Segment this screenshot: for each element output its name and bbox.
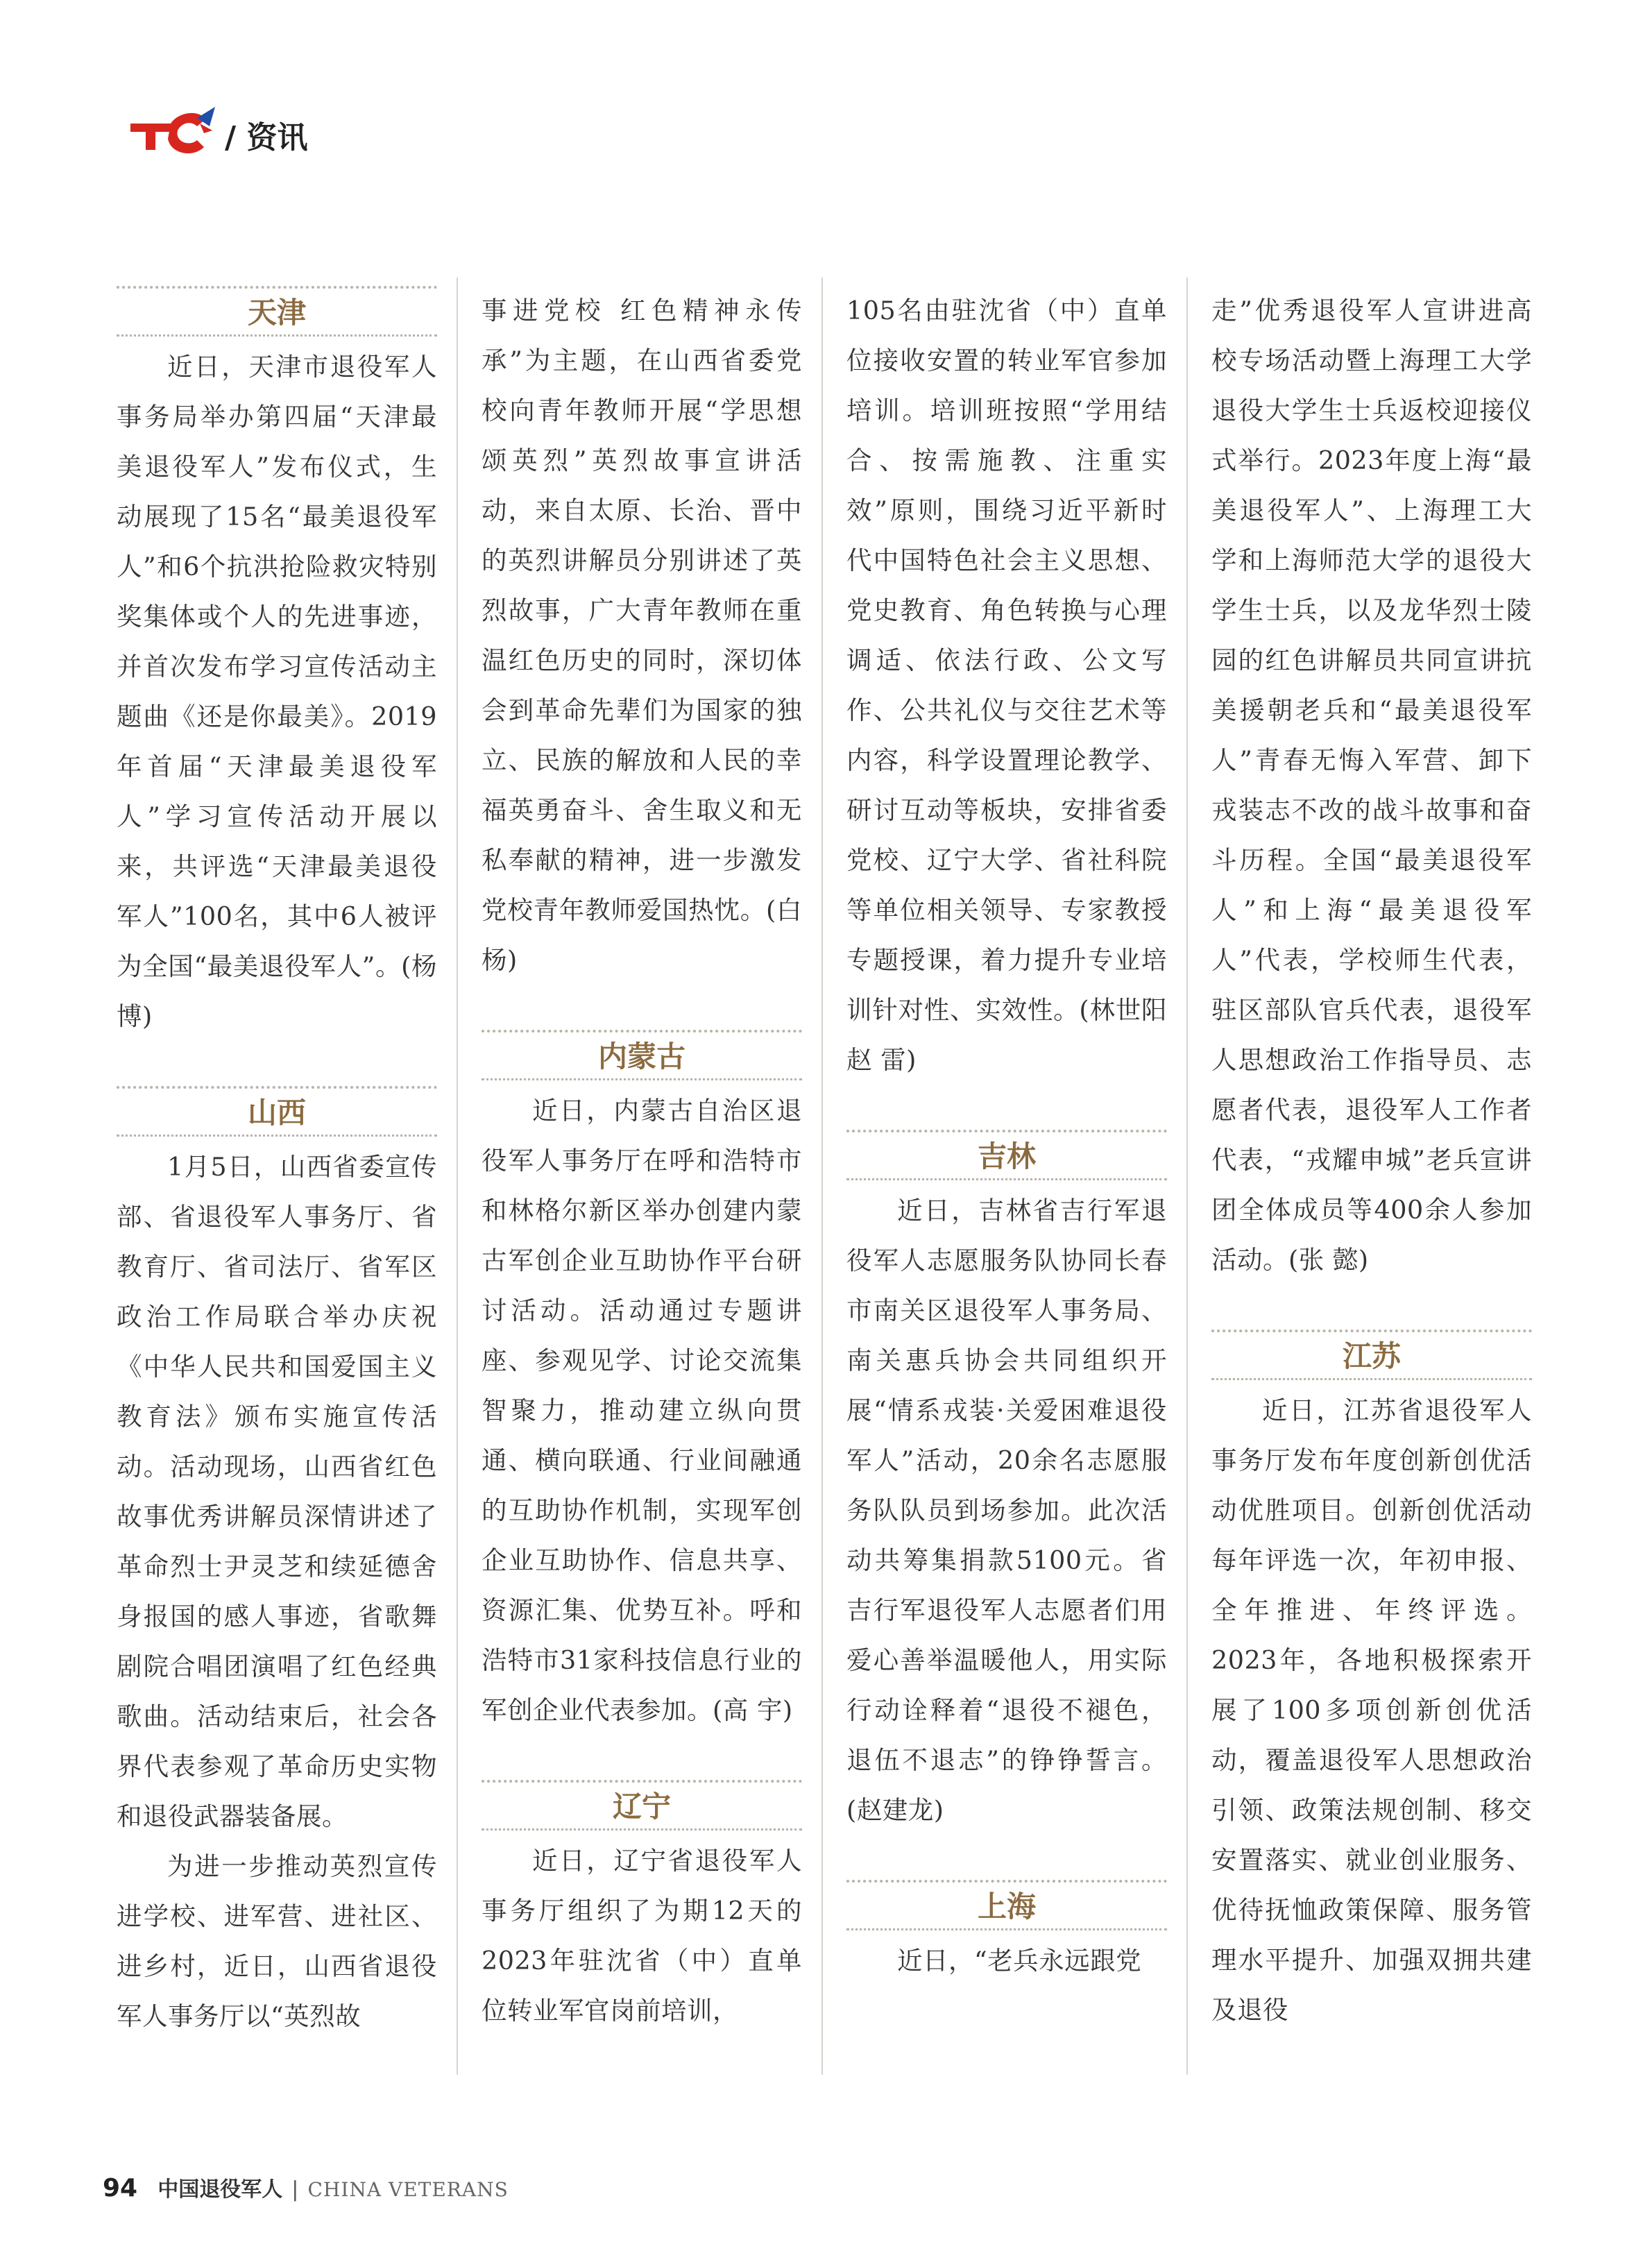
article-paragraph: 近日，江苏省退役军人事务厅发布年度创新创优活动优胜项目。创新创优活动每年评选一次，年初申报、全年推进、年终评选。2023年，各地积极探索开展了100多项创新创优活动，覆盖退役军人思想政治引领、政策法规创制、移交安置落实、就业创业服务、优待抚恤政策保障、服务管理水平提升、加强双拥共建及退役 bbox=[1211, 1395, 1532, 2025]
region-title-neimenggu: 内蒙古 bbox=[482, 1030, 802, 1080]
magazine-logo-icon bbox=[128, 103, 218, 158]
article-paragraph: 近日，吉林省吉行军退役军人志愿服务队协同长春市南关区退役军人事务局、南关惠兵协会共同组织开展“情系戎装·关爱困难退役军人”活动，20余名志愿服务队队员到场参加。此次活动共筹集捐款5100元。省吉行军退役军人志愿者们用爱心善举温暖他人，用实际行动诠释着“退役不褪色，退伍不退志”的铮铮誓言。(赵建龙) bbox=[846, 1196, 1167, 1825]
article-paragraph: 近日，“老兵永远跟党 bbox=[897, 1946, 1142, 1976]
article-paragraph-continued: 走”优秀退役军人宣讲进高校专场活动暨上海理工大学退役大学生士兵返校迎接仪式举行。2023年度上海“最美退役军人”、上海理工大学和上海师范大学的退役大学生士兵，以及龙华烈士陵园的红色讲解员共同宣讲抗美援朝老兵和“最美退役军人”青春无悔入军营、卸下戎装志不改的战斗故事和奋斗历程。全国“最美退役军人”和上海“最美退役军人”代表，学校师生代表，驻区部队官兵代表，退役军人思想政治工作指导员、志愿者代表，退役军人工作者代表，“戎耀申城”老兵宣讲团全体成员等400余人参加活动。(张 懿) bbox=[1211, 296, 1532, 1275]
article-paragraph-continued: 事进党校 红色精神永传承”为主题，在山西省委党校向青年教师开展“学思想 颂英烈”英烈故事宣讲活动，来自太原、长治、晋中的英烈讲解员分别讲述了英烈故事，广大青年教师在重温红色历史的同时，深切体会到革命先辈们为国家的独立、民族的解放和人民的幸福英勇奋斗、舍生取义和无私奉献的精神，进一步激发党校青年教师爱国热忱。(白 杨) bbox=[482, 296, 802, 975]
article-paragraph: 近日，辽宁省退役军人事务厅组织了为期12天的2023年驻沈省（中）直单位转业军官岗前培训， bbox=[482, 1846, 802, 2026]
column-divider bbox=[457, 278, 458, 2075]
article-column-3 bbox=[846, 286, 1167, 2076]
magazine-name: 中国退役军人 bbox=[157, 2177, 283, 2202]
article-paragraph: 为进一步推动英烈宣传进学校、进军营、进社区、进乡村，近日，山西省退役军人事务厅以“英烈故 bbox=[117, 1851, 437, 2031]
magazine-name-english: CHINA VETERANS bbox=[307, 2178, 509, 2201]
article-column-2 bbox=[482, 286, 802, 2076]
article-paragraph: 近日，天津市退役军人事务局举办第四届“天津最美退役军人”发布仪式，生动展现了15名“最美退役军人”和6个抗洪抢险救灾特别奖集体或个人的先进事迹，并首次发布学习宣传活动主题曲《还是你最美》。2019年首届“天津最美退役军人”学习宣传活动开展以来，共评选“天津最美退役军人”100名，其中6人被评为全国“最美退役军人”。(杨 博) bbox=[117, 352, 437, 1031]
article-paragraph: 1月5日，山西省委宣传部、省退役军人事务厅、省教育厅、省司法厅、省军区政治工作局联合举办庆祝《中华人民共和国爱国主义教育法》颁布实施宣传活动。活动现场，山西省红色故事优秀讲解员深情讲述了革命烈士尹灵芝和续延德舍身报国的感人事迹，省歌舞剧院合唱团演唱了红色经典歌曲。活动结束后，社会各界代表参观了革命历史实物和退役武器装备展。 bbox=[117, 1152, 437, 1831]
region-title-jiangsu: 江苏 bbox=[1211, 1330, 1532, 1380]
region-title-liaoning: 辽宁 bbox=[482, 1780, 802, 1831]
column-divider bbox=[1186, 278, 1188, 2075]
article-column-1 bbox=[117, 286, 437, 2076]
region-title-tianjin: 天津 bbox=[117, 286, 437, 337]
page-number: 94 bbox=[103, 2174, 138, 2202]
region-title-shanxi: 山西 bbox=[117, 1086, 437, 1137]
footer-divider: | bbox=[291, 2177, 299, 2202]
section-label: / 资讯 bbox=[225, 120, 308, 155]
article-column-4 bbox=[1211, 286, 1532, 2076]
column-divider bbox=[821, 278, 823, 2075]
region-title-shanghai: 上海 bbox=[846, 1880, 1167, 1930]
article-paragraph: 近日，内蒙古自治区退役军人事务厅在呼和浩特市和林格尔新区举办创建内蒙古军创企业互助协作平台研讨活动。活动通过专题讲座、参观见学、讨论交流集智聚力，推动建立纵向贯通、横向联通、行业间融通的互助协作机制，实现军创企业互助协作、信息共享、资源汇集、优势互补。呼和浩特市31家科技信息行业的军创企业代表参加。(高 宇) bbox=[482, 1096, 802, 1725]
page-footer bbox=[103, 2172, 509, 2202]
region-title-jilin: 吉林 bbox=[846, 1130, 1167, 1180]
article-paragraph-continued: 105名由驻沈省（中）直单位接收安置的转业军官参加培训。培训班按照“学用结合、按需施教、注重实效”原则，围绕习近平新时代中国特色社会主义思想、党史教育、角色转换与心理调适、依法行政、公文写作、公共礼仪与交往艺术等内容，科学设置理论教学、研讨互动等板块，安排省委党校、辽宁大学、省社科院等单位相关领导、专家教授专题授课，着力提升专业培训针对性、实效性。(林世阳 赵 雷) bbox=[846, 296, 1167, 1075]
